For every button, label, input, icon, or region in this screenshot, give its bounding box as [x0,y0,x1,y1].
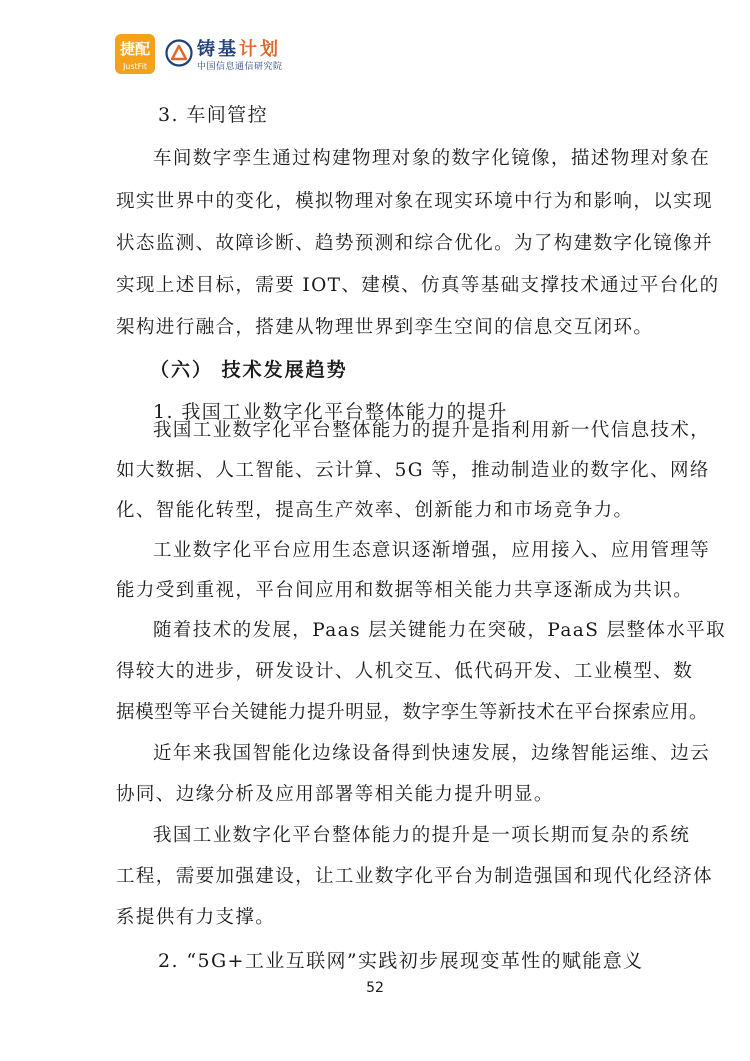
paragraph-line: 能力受到重视，平台间应用和数据等相关能力共享逐渐成为共识。 [116,580,694,601]
paragraph-line: 实现上述目标，需要 IOT、建模、仿真等基础支撑技术通过平台化的 [116,275,720,296]
zhuji-plan-title-a: 铸基 [197,39,239,60]
page-header [115,34,635,76]
section-heading-6: （六） 技术发展趋势 [150,359,348,381]
subsection-heading-1: 1. 我国工业数字化平台整体能力的提升 [153,401,508,423]
paragraph-line: 如大数据、人工智能、云计算、5G 等，推动制造业的数字化、网络 [116,460,710,481]
paragraph-line: 架构进行融合，搭建从物理世界到孪生空间的信息交互闭环。 [116,317,654,338]
caict-logo-icon [165,39,193,67]
paragraph-line: 系提供有力支撑。 [116,907,276,928]
section-heading-3: 3. 车间管控 [158,104,268,126]
justfit-logo-cn: 捷配 [119,40,150,58]
justfit-logo [115,34,155,74]
subsection-heading-2: 2. “5G+工业互联网”实践初步展现变革性的赋能意义 [158,950,644,972]
paragraph-line: 我国工业数字化平台整体能力的提升是一项长期而复杂的系统 [153,825,691,846]
paragraph-line: 现实世界中的变化，模拟物理对象在现实环境中行为和影响，以实现 [116,191,714,212]
paragraph-line: 随着技术的发展，Paas 层关键能力在突破，PaaS 层整体水平取 [153,620,726,641]
paragraph-line: 我国工业数字化平台整体能力的提升是指利用新一代信息技术， [153,420,711,441]
paragraph-line: 据模型等平台关键能力提升明显，数字孪生等新技术在平台探索应用。 [116,702,709,723]
page-number: 52 [366,980,384,996]
justfit-logo-en: JustFit [122,62,148,71]
paragraph-line: 协同、边缘分析及应用部署等相关能力提升明显。 [116,784,554,805]
zhuji-plan-title [197,35,281,61]
paragraph-line: 车间数字孪生通过构建物理对象的数字化镜像，描述物理对象在 [153,148,711,169]
paragraph-line: 状态监测、故障诊断、趋势预测和综合优化。为了构建数字化镜像并 [116,233,714,254]
zhuji-plan-title-b: 计划 [239,39,281,60]
paragraph-line: 近年来我国智能化边缘设备得到快速发展，边缘智能运维、边云 [153,743,711,764]
caict-name: 中国信息通信研究院 [197,62,283,72]
paragraph-line: 得较大的进步，研发设计、人机交互、低代码开发、工业模型、数 [116,661,694,682]
paragraph-line: 工业数字化平台应用生态意识逐渐增强，应用接入、应用管理等 [153,540,711,561]
paragraph-line: 化、智能化转型，提高生产效率、创新能力和市场竞争力。 [116,500,634,521]
paragraph-line: 工程，需要加强建设，让工业数字化平台为制造强国和现代化经济体 [116,866,714,887]
